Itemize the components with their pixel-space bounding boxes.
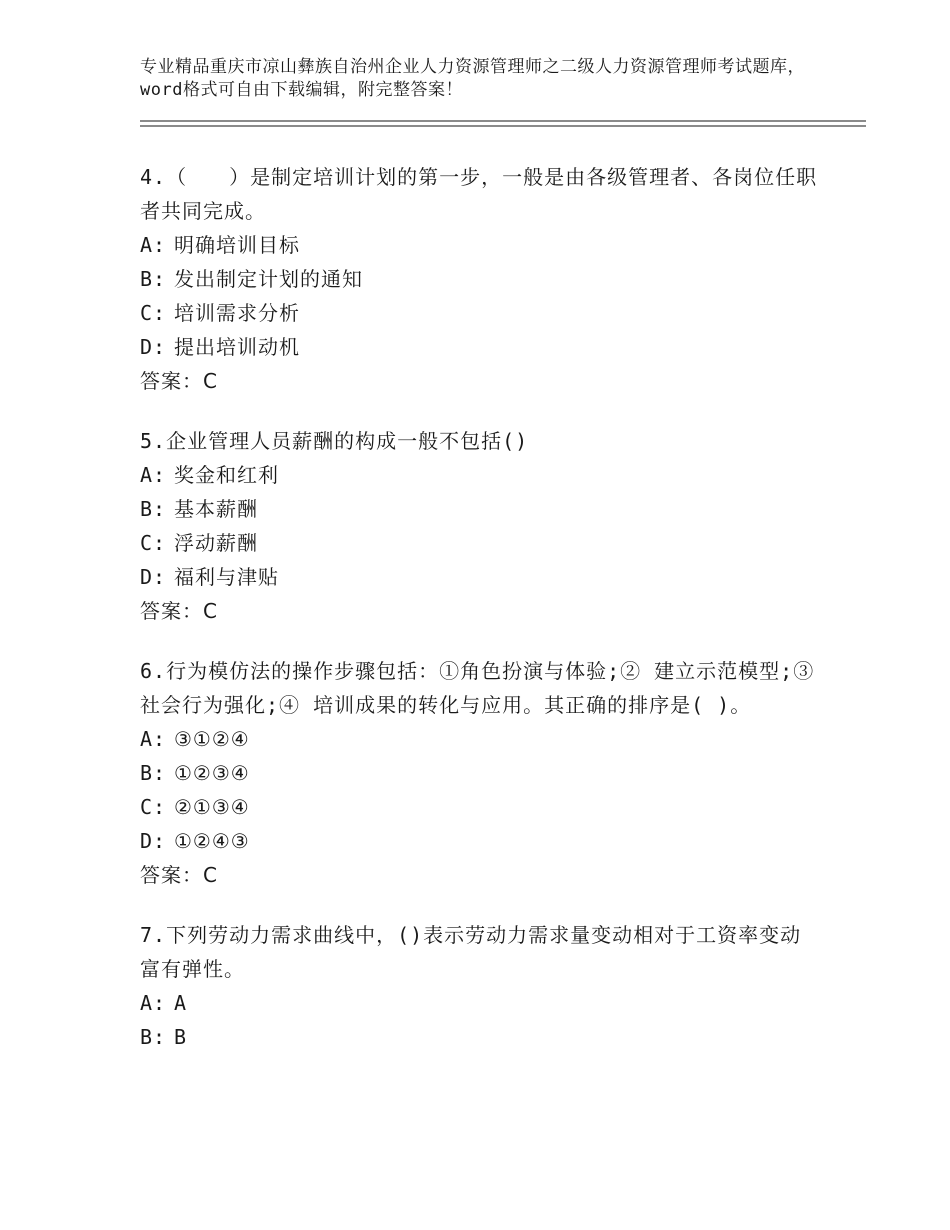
option-a (140, 228, 820, 262)
option-text: ③①②④ (174, 727, 250, 751)
option-letter: D: (140, 335, 167, 359)
option-text: 福利与津贴 (174, 565, 279, 589)
answer-line: 答案：C (140, 599, 218, 623)
option-text: 浮动薪酬 (174, 531, 258, 555)
option-letter: A: (140, 727, 167, 751)
option-letter: C: (140, 795, 167, 819)
option-letter: C: (140, 531, 167, 555)
option-letter: D: (140, 829, 167, 853)
question-stem: 4.（ ）是制定培训计划的第一步，一般是由各级管理者、各岗位任职者共同完成。 (140, 165, 818, 223)
document-title: 专业精品重庆市凉山彝族自治州企业人力资源管理师之二级人力资源管理师考试题库，word格式可自由下载编辑，附完整答案！ (140, 57, 805, 100)
option-a (140, 458, 820, 492)
option-b (140, 756, 820, 790)
option-a (140, 986, 820, 1020)
answer-line: 答案：C (140, 863, 218, 887)
option-text: ①②③④ (174, 761, 250, 785)
question-stem: 5.企业管理人员薪酬的构成一般不包括() (140, 429, 529, 453)
option-text: 培训需求分析 (174, 301, 300, 325)
document-header (140, 56, 830, 102)
question-stem: 6.行为模仿法的操作步骤包括：①角色扮演与体验;② 建立示范模型;③ 社会行为强化;④ 培训成果的转化与应用。其正确的排序是( )。 (140, 659, 815, 717)
header-divider-top (140, 120, 866, 122)
option-d (140, 560, 820, 594)
option-b (140, 1020, 820, 1054)
option-text: 发出制定计划的通知 (174, 267, 363, 291)
option-text: 奖金和红利 (174, 463, 279, 487)
option-text: 基本薪酬 (174, 497, 258, 521)
option-b (140, 492, 820, 526)
answer-line: 答案：C (140, 369, 218, 393)
question-6 (140, 654, 820, 892)
option-letter: A: (140, 233, 167, 257)
question-list (140, 160, 820, 1080)
option-letter: D: (140, 565, 167, 589)
question-stem: 7.下列劳动力需求曲线中，()表示劳动力需求量变动相对于工资率变动富有弹性。 (140, 923, 802, 981)
option-text: 明确培训目标 (174, 233, 300, 257)
option-b (140, 262, 820, 296)
option-d (140, 330, 820, 364)
option-text: ①②④③ (174, 829, 250, 853)
option-text: A (174, 991, 188, 1015)
option-letter: B: (140, 497, 167, 521)
header-divider-bottom (140, 125, 866, 127)
option-d (140, 824, 820, 858)
option-letter: A: (140, 463, 167, 487)
option-text: B (174, 1025, 188, 1049)
option-text: ②①③④ (174, 795, 250, 819)
option-letter: A: (140, 991, 167, 1015)
option-c (140, 790, 820, 824)
question-4 (140, 160, 820, 398)
option-letter: B: (140, 267, 167, 291)
question-7 (140, 918, 820, 1054)
option-c (140, 526, 820, 560)
question-5 (140, 424, 820, 628)
option-a (140, 722, 820, 756)
option-c (140, 296, 820, 330)
option-letter: B: (140, 761, 167, 785)
option-letter: C: (140, 301, 167, 325)
option-letter: B: (140, 1025, 167, 1049)
option-text: 提出培训动机 (174, 335, 300, 359)
